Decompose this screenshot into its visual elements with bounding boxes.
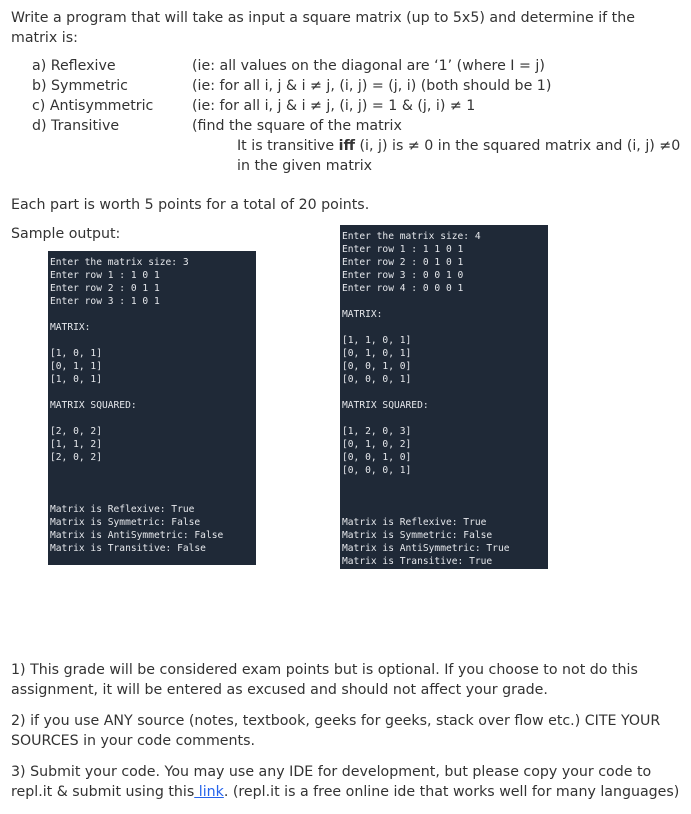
console-line: Enter row 3 : 1 0 1 (50, 296, 160, 307)
notes-section (11, 660, 681, 813)
transitive-note (237, 136, 682, 176)
console-line: [0, 1, 0, 1] (342, 348, 412, 359)
console-line: [2, 0, 2] (50, 452, 102, 463)
transitive-note-prefix: It is transitive (237, 138, 339, 154)
property-description: (ie: for all i, j & i ≠ j, (i, j) = 1 & (j, i) ≠ 1 (192, 98, 476, 114)
console-line: [1, 1, 0, 1] (342, 335, 412, 346)
console-line: [0, 1, 0, 2] (342, 439, 412, 450)
console-line: MATRIX: (342, 309, 383, 320)
console-blank-line (342, 321, 548, 334)
console-line: MATRIX: (50, 322, 91, 333)
console-line: Enter the matrix size: 4 (342, 231, 481, 242)
console-line: Enter the matrix size: 3 (50, 257, 189, 268)
property-description: (ie: all values on the diagonal are ‘1’ (where I = j) (192, 58, 545, 74)
console-line: Enter row 1 : 1 1 0 1 (342, 244, 464, 255)
transitive-note-iff: iff (338, 138, 356, 154)
console-line: Matrix is Transitive: True (342, 556, 493, 567)
property-name: b) Symmetric (32, 78, 128, 94)
console-line: [1, 2, 0, 3] (342, 426, 412, 437)
points-text: Each part is worth 5 points for a total of 20 points. (11, 197, 370, 213)
console-blank-line (50, 308, 256, 321)
console-line: Matrix is Reflexive: True (50, 504, 195, 515)
property-description: (ie: for all i, j & i ≠ j, (i, j) = (j, i) (both should be 1) (192, 78, 552, 94)
console-blank-line (342, 295, 548, 308)
console-line: [0, 0, 0, 1] (342, 374, 412, 385)
console-blank-line (50, 412, 256, 425)
note-1: 1) This grade will be considered exam points but is optional. If you choose to not do this assignment, it will be entered as excused and should not affect your grade. (11, 662, 638, 698)
note-3-text: 3) Submit your code. You may use any IDE for development, but please copy your code to repl.it & submit using this (11, 764, 652, 800)
console-line: [0, 0, 1, 0] (342, 361, 412, 372)
sample-console-1 (48, 251, 256, 565)
sample-output-label: Sample output: (11, 226, 121, 242)
console-line: Enter row 4 : 0 0 0 1 (342, 283, 464, 294)
console-blank-line (50, 334, 256, 347)
note-3-tail: . (repl.it is a free online ide that works well for many languages) (223, 784, 680, 800)
console-line: Enter row 2 : 0 1 1 (50, 283, 160, 294)
property-name: a) Reflexive (32, 58, 116, 74)
console-blank-line (50, 464, 256, 477)
property-name: c) Antisymmetric (32, 98, 154, 114)
console-line: [2, 0, 2] (50, 426, 102, 437)
submit-link[interactable]: link (194, 784, 224, 800)
console-blank-line (342, 386, 548, 399)
console-blank-line (50, 490, 256, 503)
console-blank-line (50, 386, 256, 399)
console-blank-line (50, 477, 256, 490)
property-description: (find the square of the matrix (192, 118, 402, 134)
console-line: [0, 1, 1] (50, 361, 102, 372)
note-3 (11, 762, 681, 802)
console-blank-line (342, 490, 548, 503)
console-line: Matrix is Transitive: False (50, 543, 206, 554)
property-name: d) Transitive (32, 118, 120, 134)
console-line: Matrix is Symmetric: False (50, 517, 201, 528)
console-line: [1, 1, 2] (50, 439, 102, 450)
console-line: Matrix is AntiSymmetric: False (50, 530, 224, 541)
console-line: Enter row 3 : 0 0 1 0 (342, 270, 464, 281)
transitive-note-suffix: (i, j) is ≠ 0 in the squared matrix and (i, j) ≠0 in the given matrix (237, 138, 681, 174)
console-line: MATRIX SQUARED: (342, 400, 429, 411)
console-line: [1, 0, 1] (50, 374, 102, 385)
console-line: Enter row 1 : 1 0 1 (50, 270, 160, 281)
console-line: Matrix is Reflexive: True (342, 517, 487, 528)
console-line: MATRIX SQUARED: (50, 400, 137, 411)
console-blank-line (342, 412, 548, 425)
intro-text: Write a program that will take as input a square matrix (up to 5x5) and determine if the matrix is: (11, 10, 635, 46)
console-blank-line (342, 503, 548, 516)
console-blank-line (342, 477, 548, 490)
console-line: Enter row 2 : 0 1 0 1 (342, 257, 464, 268)
note-2: 2) if you use ANY source (notes, textbook, geeks for geeks, stack over flow etc.) CITE YOUR SOURCES in your code comments. (11, 713, 661, 749)
console-line: [0, 0, 1, 0] (342, 452, 412, 463)
console-line: Matrix is AntiSymmetric: True (342, 543, 510, 554)
sample-console-2 (340, 225, 548, 569)
console-line: [0, 0, 0, 1] (342, 465, 412, 476)
console-line: [1, 0, 1] (50, 348, 102, 359)
console-line: Matrix is Symmetric: False (342, 530, 493, 541)
